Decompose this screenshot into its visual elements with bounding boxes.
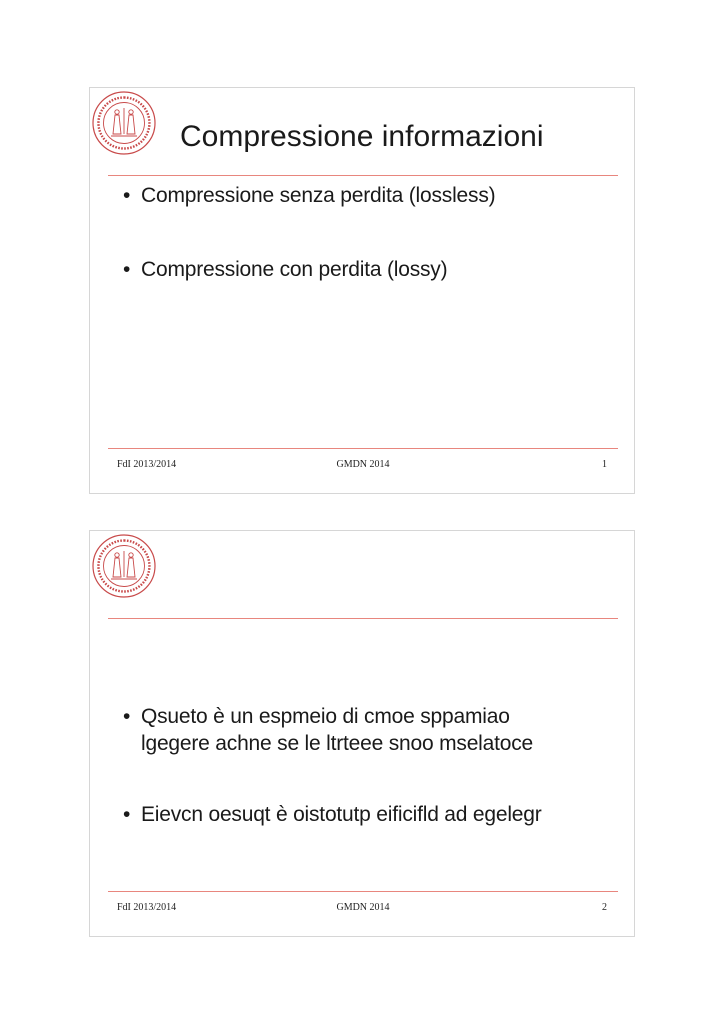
footer-divider [108,891,618,892]
slide-1 [89,87,635,494]
bullet-item [123,703,542,757]
footer-author: GMDN 2014 [336,902,390,913]
bullet-list [123,703,542,828]
university-seal-icon [91,533,157,599]
footer-page-number: 1 [602,459,607,470]
bullet-item [123,256,495,283]
slide-2 [89,530,635,937]
title-divider [108,618,618,619]
footer-course: FdI 2013/2014 [117,459,177,470]
bullet-item [123,182,495,209]
bullet-text-line-1: • Qsueto è un espmeio di cmoe sppamiao [141,705,510,728]
bullet-text: • Eievcn oesuqt è oistotutp eificifld ad egelegr [141,803,542,826]
footer-author: GMDN 2014 [336,459,390,470]
bullet-text-line-2: lgegere achne se le ltrteee snoo mselatoce [141,732,534,755]
footer-page-number: 2 [602,902,607,913]
slide-title: Compressione informazioni [180,120,544,153]
bullet-text: • Compressione senza perdita (lossless) [141,184,496,207]
title-divider [108,175,618,176]
bullet-text: • Compressione con perdita (lossy) [141,258,448,281]
footer-course: FdI 2013/2014 [117,902,177,913]
bullet-list [123,182,495,283]
bullet-item [123,801,542,828]
footer-divider [108,448,618,449]
university-seal-icon [91,90,157,156]
